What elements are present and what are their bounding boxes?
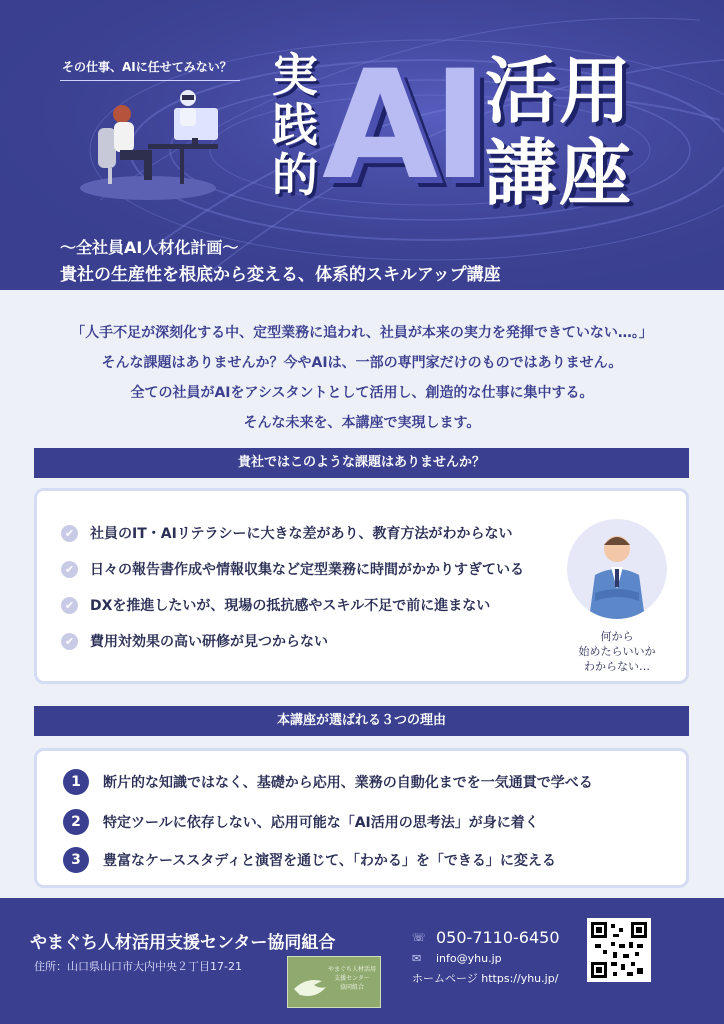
organization-logo <box>287 956 381 1008</box>
issue-item <box>61 595 490 615</box>
hero-header <box>0 0 724 290</box>
issue-text: 日々の報告書作成や情報収集など定型業務に時間がかかりすぎている <box>90 562 524 578</box>
title-katsuyo-koza: 活用講座 <box>485 49 634 215</box>
reason-item <box>63 809 539 835</box>
title-jissenteki: 実践的 <box>272 48 318 202</box>
issues-card <box>34 488 689 684</box>
number-badge: 2 <box>63 809 89 835</box>
reason-text: 断片的な知識ではなく、基礎から応用、業務の自動化までを一気通貫で学べる <box>103 775 593 791</box>
subtitle-main: 貴社の生産性を根底から変える、体系的スキルアップ講座 <box>60 265 501 285</box>
check-icon: ✔ <box>61 633 78 650</box>
reason-text: 特定ツールに依存しない、応用可能な「AI活用の思考法」が身に着く <box>103 815 539 831</box>
reasons-heading: 本講座が選ばれる３つの理由 <box>34 706 689 736</box>
logo-text-line: やまぐち人材活用 <box>328 966 377 973</box>
bubble-line: わからない… <box>584 660 650 673</box>
intro-line: 全ての社員がAIをアシスタントとして活用し、創造的な仕事に集中する。 <box>130 385 594 401</box>
number-badge: 1 <box>63 769 89 795</box>
catchphrase: その仕事、AIに任せてみない？ <box>62 60 232 74</box>
issue-text: 費用対効果の高い研修が見つからない <box>90 634 328 650</box>
check-icon: ✔ <box>61 597 78 614</box>
reason-item <box>63 847 556 873</box>
email-address[interactable]: info@yhu.jp <box>436 952 502 965</box>
website-contact <box>412 970 558 986</box>
phone-number[interactable]: 050-7110-6450 <box>436 928 560 947</box>
organization-name: やまぐち人材活用支援センター協同組合 <box>30 933 336 953</box>
issues-heading: 貴社ではこのような課題はありませんか？ <box>34 448 689 478</box>
issue-item <box>61 559 524 579</box>
issue-text: DXを推進したいが、現場の抵抗感やスキル不足で前に進まない <box>90 598 491 614</box>
logo-text-line: 協同組合 <box>339 984 364 991</box>
email-contact <box>412 952 502 965</box>
bird-logo-icon <box>290 959 330 1009</box>
address: 住所：山口県山口市大内中央２丁目17-21 <box>34 960 242 973</box>
title-ai: AI <box>322 39 482 213</box>
worried-businessman-illustration <box>567 519 667 619</box>
intro-line: そんな未来を、本講座で実現します。 <box>243 415 481 431</box>
phone-icon: ☏ <box>412 931 426 944</box>
intro-text <box>0 318 724 438</box>
bubble-line: 始めたらいいか <box>578 645 656 658</box>
reason-text: 豊富なケーススタディと演習を通じて、「わかる」を「できる」に変える <box>103 853 556 869</box>
check-icon: ✔ <box>61 561 78 578</box>
issue-item <box>61 631 328 651</box>
woman-robot-illustration <box>78 88 228 203</box>
reason-item <box>63 769 593 795</box>
issue-item <box>61 523 513 543</box>
catchphrase-underline <box>60 80 240 81</box>
logo-text <box>328 965 376 992</box>
speech-bubble <box>552 629 682 674</box>
footer <box>0 898 724 1024</box>
website-link[interactable]: ホームページ https://yhu.jp/ <box>412 972 559 985</box>
mail-icon: ✉ <box>412 952 422 965</box>
issue-text: 社員のIT・AIリテラシーに大きな差があり、教育方法がわからない <box>90 526 513 542</box>
phone-contact <box>412 928 560 947</box>
number-badge: 3 <box>63 847 89 873</box>
intro-line: そんな課題はありませんか？今やAIは、一部の専門家だけのものではありません。 <box>101 355 623 371</box>
bubble-line: 何から <box>600 630 634 643</box>
logo-text-line: 支援センター <box>334 975 370 982</box>
qr-code-image <box>591 922 647 978</box>
subtitle: 〜全社員AI人材化計画〜 <box>60 238 239 257</box>
reasons-card <box>34 748 689 888</box>
check-icon: ✔ <box>61 525 78 542</box>
intro-line: 「人手不足が深刻化する中、定型業務に追われ、社員が本来の実力を発揮できていない…。」 <box>71 325 653 341</box>
qr-code[interactable] <box>587 918 651 982</box>
